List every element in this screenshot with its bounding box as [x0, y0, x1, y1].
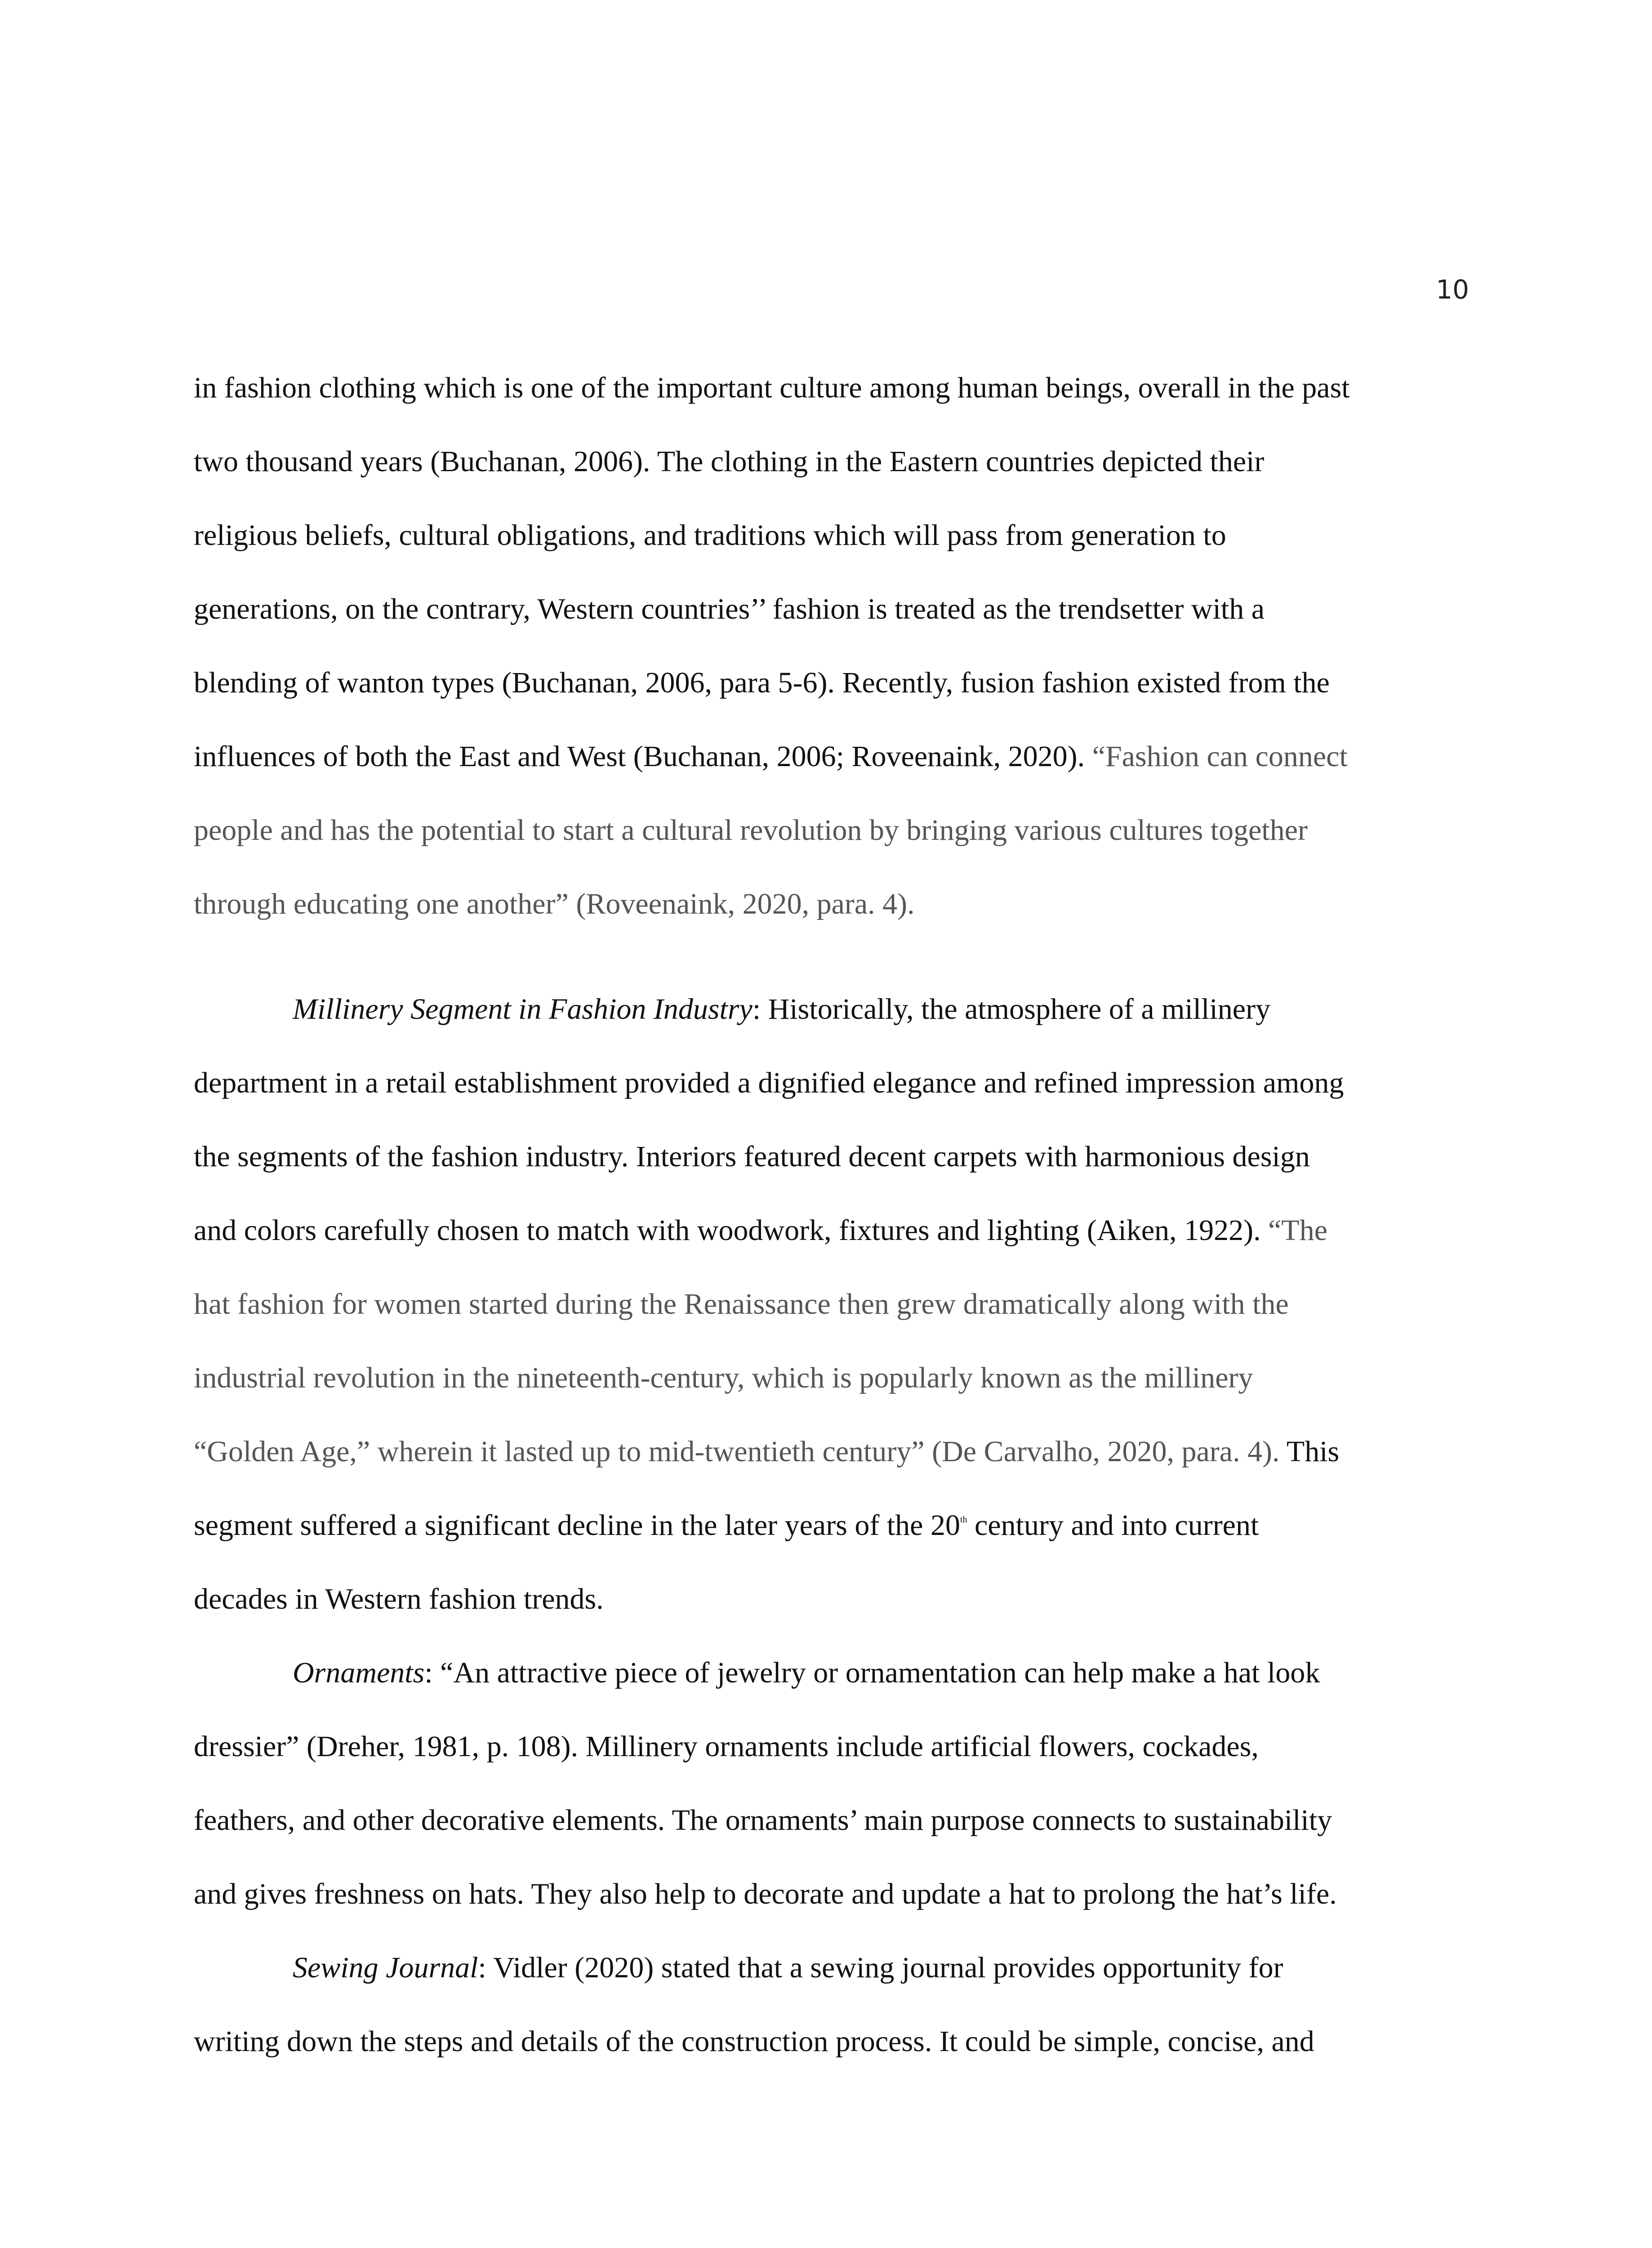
paragraph-4-line-1-text: : Vidler (2020) stated that a sewing journal provides opportunity for: [478, 1951, 1283, 1984]
paragraph-2-line-6b: , which is popularly known as the millinery: [737, 1361, 1253, 1394]
quote-start: “The: [1268, 1214, 1328, 1247]
page-number: 10: [1436, 274, 1469, 305]
ornaments-heading: Ornaments: [293, 1656, 425, 1689]
paragraph-2-line-6: [194, 1363, 1253, 1393]
paragraph-1-line-7: people and has the potential to start a cultural revolution by bringing various cultures together: [194, 814, 1308, 847]
paragraph-2-line-2: department in a retail establishment provided a dignified elegance and refined impression among: [194, 1066, 1344, 1099]
paragraph-2-line-9: decades in Western fashion trends.: [194, 1583, 604, 1615]
paragraph-3-line-3: feathers, and other decorative elements. The ornaments’ main purpose connects to sustainability: [194, 1804, 1332, 1837]
paragraph-1-line-6: [194, 742, 1348, 772]
paragraph-1-line-8: through educating one another” (Roveenaink, 2020, para. 4).: [194, 888, 915, 920]
paragraph-2-line-7: [194, 1437, 1339, 1467]
paragraph-2-line-6a: industrial revolution in the nineteenth-century: [194, 1361, 738, 1394]
paragraph-3-line-1-text: : “An attractive piece of jewelry or ornamentation can help make a hat look: [424, 1656, 1320, 1689]
paragraph-2-line-8: [194, 1511, 1259, 1540]
paragraph-1-line-4: generations, on the contrary, Western countries’’ fashion is treated as the trendsetter with a: [194, 593, 1265, 625]
quote-start: “Fashion can connect: [1092, 740, 1348, 773]
paragraph-2-line-3: the segments of the fashion industry. Interiors featured decent carpets with harmonious design: [194, 1140, 1310, 1173]
sewing-journal-heading: Sewing Journal: [293, 1951, 478, 1984]
paragraph-2-line-7-quote: “Golden Age,” wherein it lasted up to mid-twentieth century” (De Carvalho, 2020, para. 4).: [194, 1435, 1280, 1468]
paragraph-3-line-2: dressier” (Dreher, 1981, p. 108). Millinery ornaments include artificial flowers, cockades,: [194, 1730, 1259, 1763]
paragraph-2-line-8b: century and into current: [967, 1509, 1259, 1542]
paragraph-1-line-6-text: influences of both the East and West (Buchanan, 2006; Roveenaink, 2020).: [194, 740, 1092, 773]
paragraph-3-line-4: and gives freshness on hats. They also help to decorate and update a hat to prolong the hat’s life.: [194, 1878, 1337, 1910]
paragraph-2-line-7-end: This: [1279, 1435, 1340, 1468]
paragraph-2-line-1-text: : Historically, the atmosphere of a millinery: [752, 993, 1271, 1026]
superscript-th: th: [960, 1515, 967, 1525]
paragraph-4-line-2: writing down the steps and details of the construction process. It could be simple, concise, and: [194, 2025, 1314, 2058]
paragraph-2-line-8a: segment suffered a significant decline in the later years of the 20: [194, 1509, 960, 1542]
paragraph-1-line-3: religious beliefs, cultural obligations, and traditions which will pass from generation to: [194, 519, 1226, 552]
paragraph-1-line-2: two thousand years (Buchanan, 2006). The clothing in the Eastern countries depicted their: [194, 445, 1265, 478]
paragraph-1-line-1: in fashion clothing which is one of the important culture among human beings, overall in the past: [194, 371, 1350, 404]
paragraph-4-line-1: [293, 1953, 1283, 1983]
paragraph-2-line-1: [293, 995, 1270, 1024]
paragraph-2-line-4: [194, 1216, 1327, 1245]
paragraph-2-line-4-text: and colors carefully chosen to match with woodwork, fixtures and lighting (Aiken, 1922).: [194, 1214, 1269, 1247]
paragraph-3-line-1: [293, 1658, 1320, 1688]
millinery-heading: Millinery Segment in Fashion Industry: [293, 993, 753, 1026]
paragraph-1-line-5: blending of wanton types (Buchanan, 2006, para 5-6). Recently, fusion fashion existed from the: [194, 666, 1330, 699]
paragraph-2-line-5: hat fashion for women started during the Renaissance then grew dramatically along with the: [194, 1288, 1289, 1320]
